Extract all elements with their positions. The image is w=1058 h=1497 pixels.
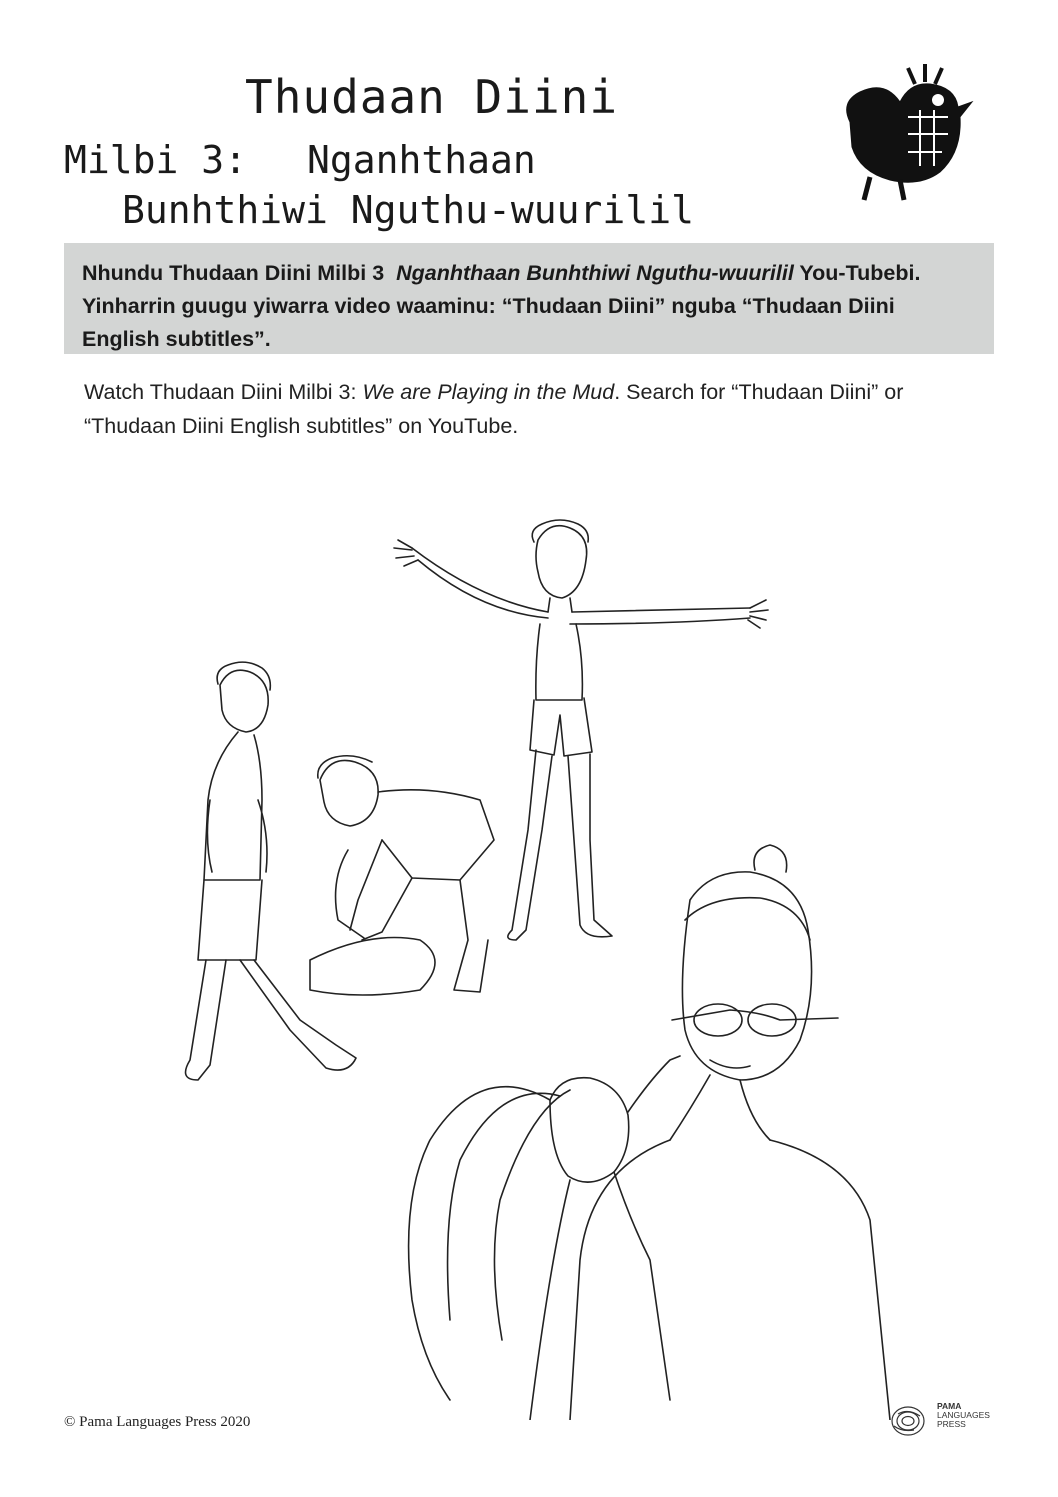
boy-crouching-figure — [310, 756, 494, 995]
children-playing-illustration — [150, 500, 910, 1420]
language-episode-title: Nganhthaan Bunhthiwi Nguthu-wuurilil — [396, 261, 794, 285]
english-instructions — [84, 375, 984, 443]
page-title: Thudaan Diini — [245, 70, 619, 124]
language-rest: You-Tubebi. Yinharrin guugu yiwarra video waaminu: “Thudaan Diini” nguba “Thudaan Diini English subtitles”. — [82, 261, 921, 351]
english-intro: Watch Thudaan Diini Milbi 3: — [84, 380, 363, 404]
press-name-line2: LANGUAGES — [937, 1410, 990, 1420]
english-rest: . Search for “Thudaan Diini” or “Thudaan Diini English subtitles” on YouTube. — [84, 380, 904, 438]
episode-subtitle-line1 — [64, 138, 536, 182]
language-instructions-box — [64, 243, 994, 354]
girl-long-hair-figure — [409, 1056, 680, 1420]
press-name-line1: PAMA — [937, 1401, 962, 1411]
press-name-line3: PRESS — [937, 1419, 966, 1429]
episode-title-part1: Nganhthaan — [307, 138, 536, 182]
english-episode-title: We are Playing in the Mud — [362, 380, 615, 404]
episode-number: Milbi 3: — [64, 138, 248, 182]
bird-logo-icon — [830, 62, 975, 202]
boy-arms-out-figure — [394, 520, 768, 940]
episode-subtitle-line2: Bunhthiwi Nguthu-wuurilil — [122, 188, 694, 232]
copyright-notice: © Pama Languages Press 2020 — [64, 1414, 251, 1430]
boy-walking-figure — [186, 662, 357, 1080]
press-wordmark — [937, 1402, 990, 1429]
language-intro: Nhundu Thudaan Diini Milbi 3 — [82, 261, 385, 285]
elderly-woman-figure — [570, 845, 890, 1420]
